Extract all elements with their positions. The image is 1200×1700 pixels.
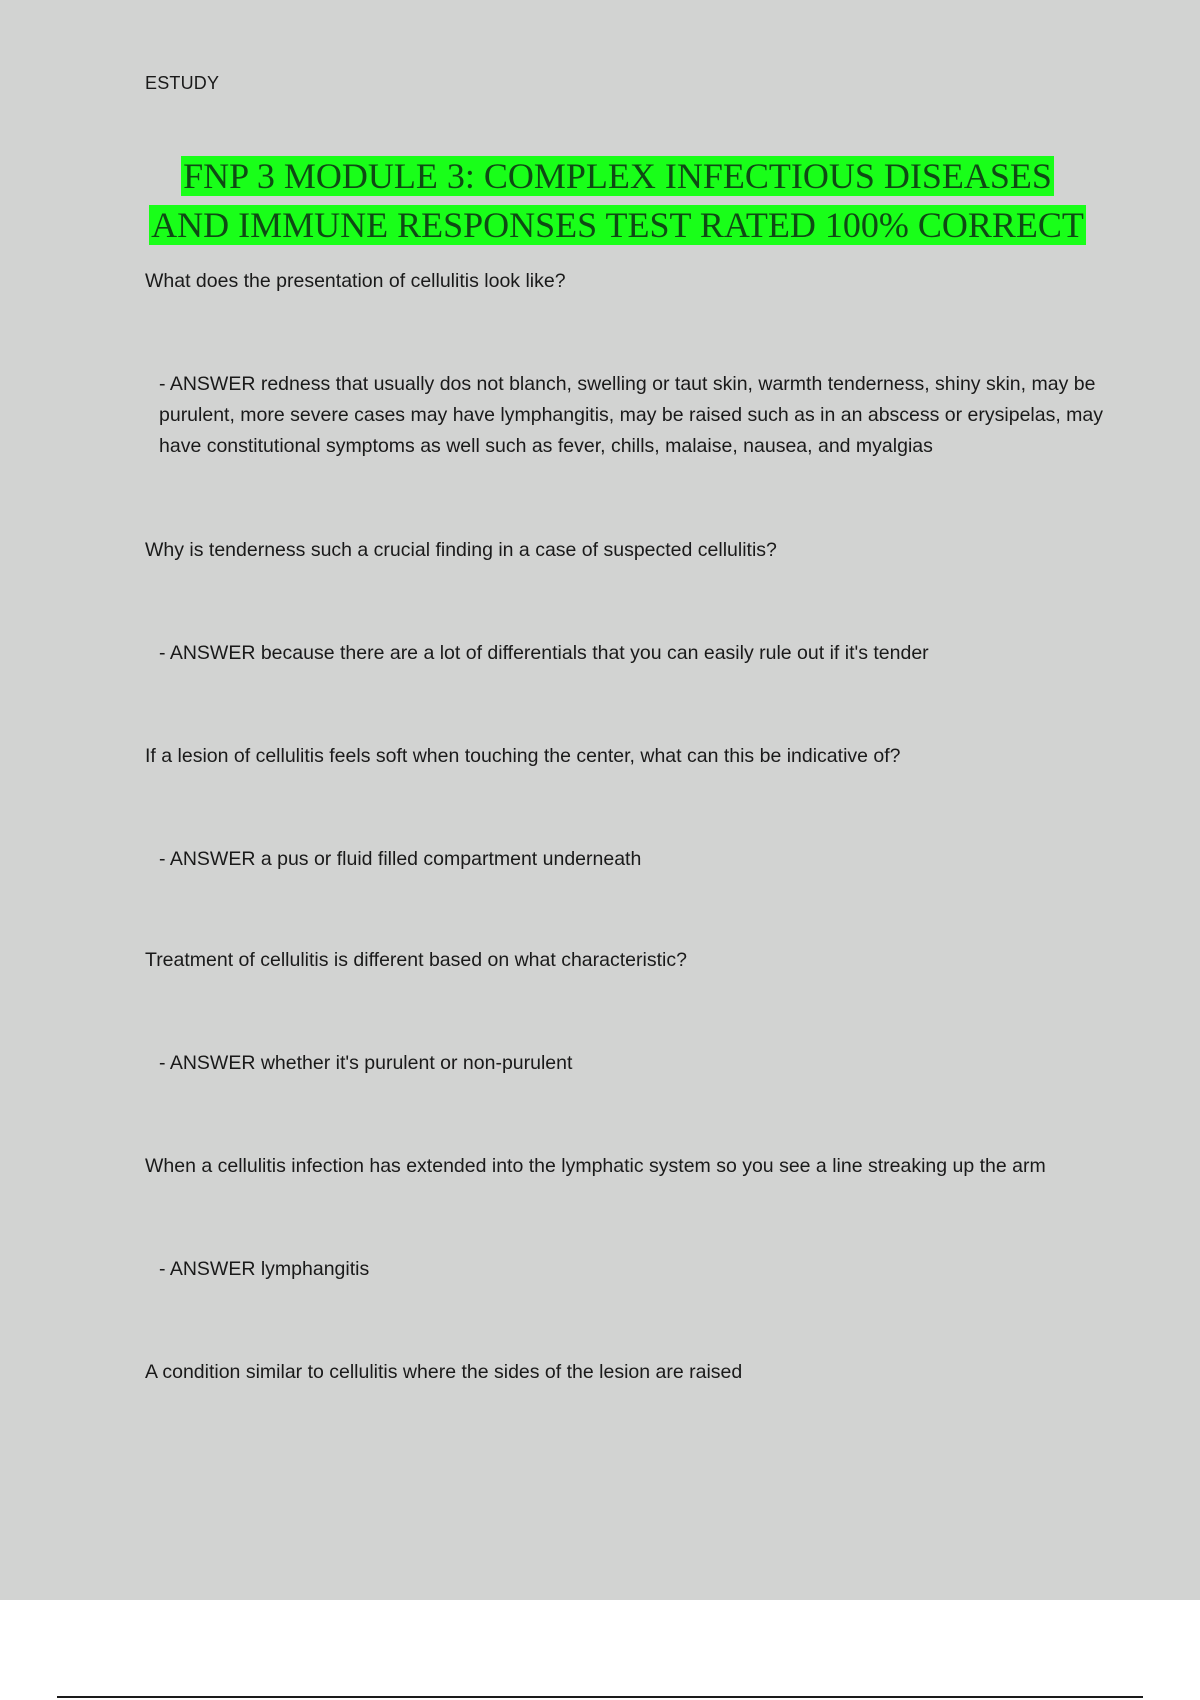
answer-text: - ANSWER because there are a lot of differentials that you can easily rule out if it's tender: [159, 642, 929, 664]
question-text: If a lesion of cellulitis feels soft when touching the center, what can this be indicative of?: [145, 745, 901, 767]
answer-text: - ANSWER a pus or fluid filled compartment underneath: [159, 848, 642, 870]
question-text: Why is tenderness such a crucial finding in a case of suspected cellulitis?: [145, 539, 777, 561]
question-text: When a cellulitis infection has extended into the lymphatic system so you see a line streaking up the arm: [145, 1155, 1046, 1177]
answer-text: - ANSWER redness that usually dos not blanch, swelling or taut skin, warmth tenderness, shiny skin, may be purulent, more severe cases may have lymphangitis, may be raised such as in an abscess or erysipelas, may have constitutional symptoms as well such as fever, chills, malaise, nausea, and myalgias: [159, 373, 1104, 457]
title-line-1: FNP 3 MODULE 3: COMPLEX INFECTIOUS DISEASES: [183, 156, 1052, 196]
question-text: Treatment of cellulitis is different based on what characteristic?: [145, 949, 687, 971]
question-text: A condition similar to cellulitis where the sides of the lesion are raised: [145, 1361, 743, 1383]
footer-divider: [57, 1696, 1143, 1698]
document-title: [145, 152, 1090, 250]
header-label: ESTUDY: [145, 73, 220, 93]
answer-text: - ANSWER lymphangitis: [159, 1258, 370, 1280]
question-text: What does the presentation of cellulitis look like?: [145, 270, 566, 292]
answer-text: - ANSWER whether it's purulent or non-purulent: [159, 1052, 573, 1074]
title-line-2: AND IMMUNE RESPONSES TEST RATED 100% CORRECT: [151, 205, 1084, 245]
